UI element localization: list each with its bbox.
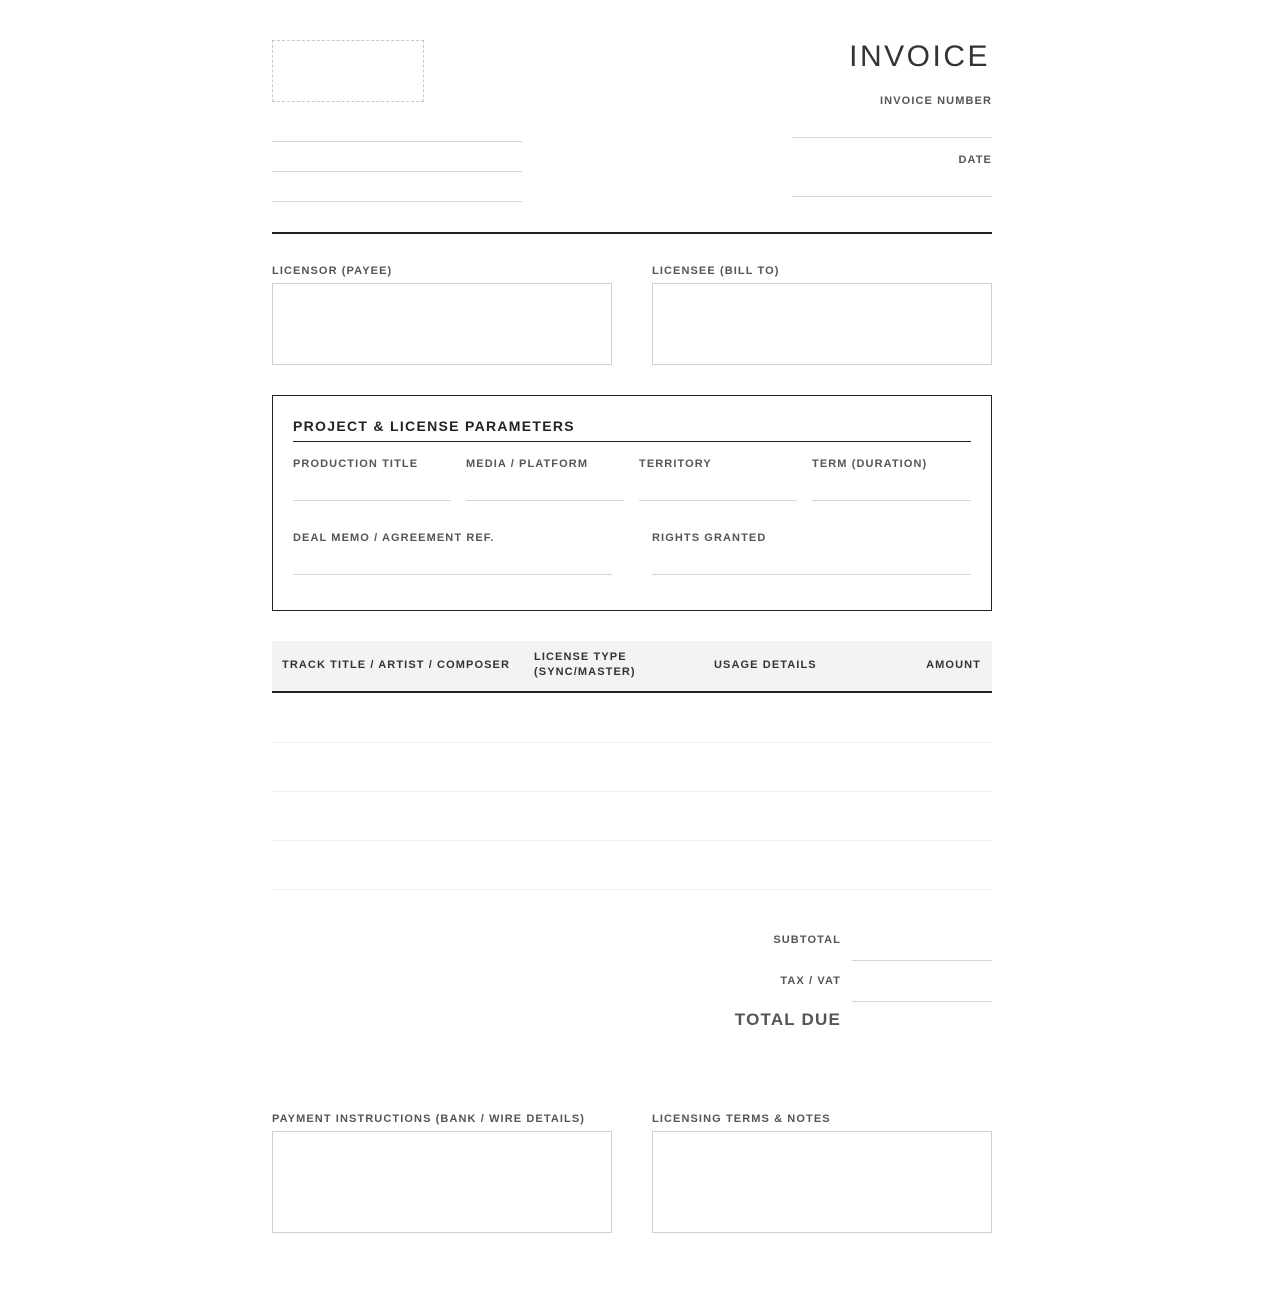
licensee-field[interactable] [652, 283, 992, 365]
sender-address-line-1[interactable] [272, 141, 522, 142]
licensing-terms-field[interactable] [652, 1131, 992, 1233]
payment-instructions-field[interactable] [272, 1131, 612, 1233]
rights-granted-field[interactable] [652, 574, 971, 575]
col-amount-header: AMOUNT [926, 659, 981, 671]
line-items-header [272, 641, 992, 693]
tax-field[interactable] [852, 1001, 992, 1002]
table-row[interactable] [272, 889, 992, 890]
payment-instructions-label: PAYMENT INSTRUCTIONS (BANK / WIRE DETAILS) [272, 1113, 586, 1125]
term-field[interactable] [812, 500, 971, 501]
project-parameters-panel [272, 395, 992, 611]
col-license-type-line-1: LICENSE TYPE [534, 651, 627, 663]
licensor-field[interactable] [272, 283, 612, 365]
deal-memo-label: DEAL MEMO / AGREEMENT REF. [293, 532, 495, 544]
sender-address-line-3[interactable] [272, 201, 522, 202]
date-field[interactable] [792, 196, 992, 197]
licensee-label: LICENSEE (BILL TO) [652, 265, 780, 277]
parameters-title: PROJECT & LICENSE PARAMETERS [293, 418, 575, 434]
media-platform-field[interactable] [466, 500, 624, 501]
licensing-terms-label: LICENSING TERMS & NOTES [652, 1113, 831, 1125]
licensor-label: LICENSOR (PAYEE) [272, 265, 393, 277]
table-row[interactable] [272, 742, 992, 743]
parameters-divider [293, 441, 971, 442]
col-license-type-line-2: (SYNC/MASTER) [534, 666, 636, 678]
subtotal-field[interactable] [852, 960, 992, 961]
invoice-number-label: INVOICE NUMBER [880, 95, 992, 107]
territory-field[interactable] [639, 500, 797, 501]
subtotal-label: SUBTOTAL [773, 934, 841, 946]
invoice-page [272, 0, 992, 1296]
production-title-label: PRODUCTION TITLE [293, 458, 419, 470]
invoice-number-field[interactable] [792, 137, 992, 138]
term-label: TERM (DURATION) [812, 458, 928, 470]
col-track-header: TRACK TITLE / ARTIST / COMPOSER [282, 659, 511, 671]
tax-label: TAX / VAT [780, 975, 841, 987]
header-divider [272, 232, 992, 234]
col-usage-header: USAGE DETAILS [714, 659, 817, 671]
production-title-field[interactable] [293, 500, 451, 501]
col-license-type-header [534, 650, 636, 680]
rights-granted-label: RIGHTS GRANTED [652, 532, 767, 544]
sender-address-line-2[interactable] [272, 171, 522, 172]
invoice-title: INVOICE [849, 40, 990, 73]
logo-placeholder[interactable] [272, 40, 424, 102]
territory-label: TERRITORY [639, 458, 712, 470]
date-label: DATE [958, 154, 992, 166]
total-due-label: TOTAL DUE [734, 1010, 841, 1029]
table-row[interactable] [272, 840, 992, 841]
media-platform-label: MEDIA / PLATFORM [466, 458, 589, 470]
table-row[interactable] [272, 791, 992, 792]
deal-memo-field[interactable] [293, 574, 612, 575]
